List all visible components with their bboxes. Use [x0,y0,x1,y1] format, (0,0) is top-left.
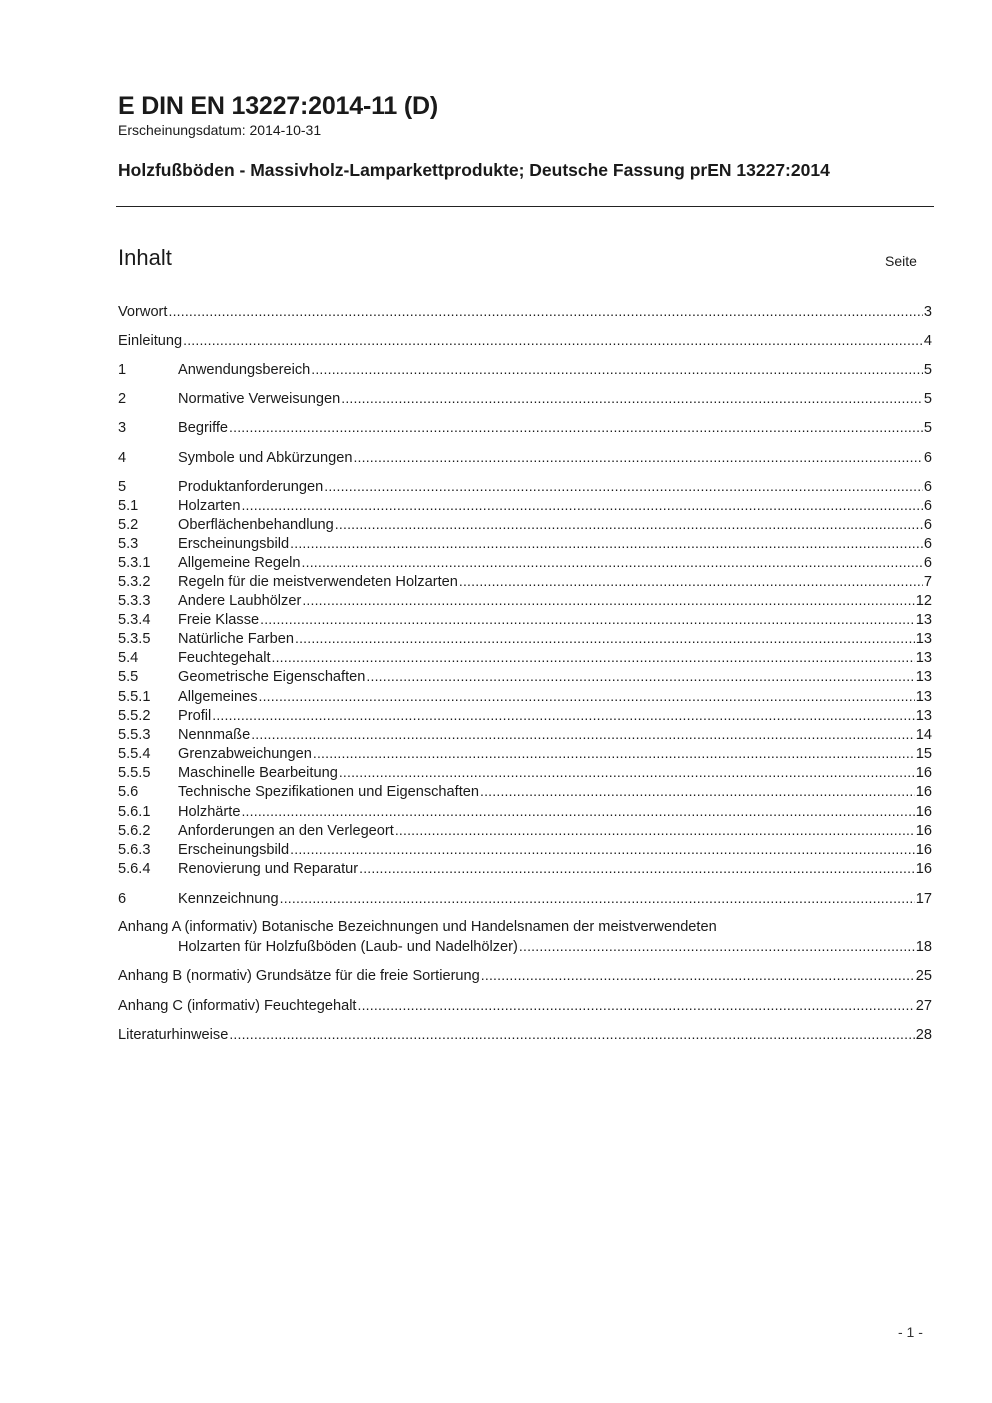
toc-entry-number: 5.6.1 [118,804,151,820]
toc-entry[interactable] [118,477,932,496]
toc-annex-a[interactable] [178,937,932,956]
toc-entry-number: 5 [118,479,127,495]
toc-entry-title: Feuchtegehalt [178,650,271,666]
toc-entry-page: 13 [915,689,932,705]
toc-entry[interactable] [118,889,932,908]
toc-entry[interactable] [118,725,932,744]
toc-entry-title: Andere Laubhölzer [178,593,302,609]
toc-entry-title: Nennmaße [178,727,251,743]
toc-entry-page: 16 [915,804,932,820]
toc-leader-dots [302,553,923,572]
toc-leader-dots [295,629,915,648]
toc-entry-number: 5.5.1 [118,689,151,705]
toc-entry-title: Regeln für die meistverwendeten Holzarten [178,574,458,590]
toc-entry[interactable] [118,744,932,763]
toc-entry-number: 5.3.1 [118,555,151,571]
toc-entry-number: 3 [118,420,127,436]
toc-entry-title: Profil [178,708,212,724]
toc-entry-page: 13 [915,631,932,647]
toc-entry-title: Erscheinungsbild [178,536,290,552]
toc-leader-dots [290,534,923,553]
toc-leader-dots [313,744,915,763]
toc-entry-number: 5.3.3 [118,593,151,609]
toc-entry-title: Natürliche Farben [178,631,294,647]
toc-annex-b[interactable] [118,966,932,985]
toc-entry[interactable] [118,360,932,379]
toc-entry-title: Anwendungsbereich [178,362,311,378]
toc-entry[interactable] [118,418,932,437]
toc-entry-number: 4 [118,450,127,466]
toc-leader-dots [481,966,915,985]
toc-entry[interactable] [118,448,932,467]
toc-entry-page: 3 [923,304,932,320]
toc-entry-title: Kennzeichnung [178,891,279,907]
toc-page-column-label: Seite [885,253,917,269]
toc-entry-title: Erscheinungsbild [178,842,290,858]
toc-entry[interactable] [118,763,932,782]
toc-entry-page: 16 [915,842,932,858]
toc-entry-title: Allgemeines [178,689,258,705]
toc-entry-page: 6 [923,517,932,533]
toc-entry[interactable] [118,515,932,534]
toc-entry-number: 5.5.2 [118,708,151,724]
toc-entry-title: Renovierung und Reparatur [178,861,359,877]
toc-entry-page: 6 [923,498,932,514]
toc-entry[interactable] [118,610,932,629]
toc-entry[interactable] [118,629,932,648]
toc-entry-number: 1 [118,362,127,378]
toc-entry-title: Oberflächenbehandlung [178,517,334,533]
toc-entry-page: 27 [915,998,932,1014]
toc-entry-title: Produktanforderungen [178,479,324,495]
page-number: - 1 - [898,1324,923,1340]
toc-entry-number: 5.1 [118,498,139,514]
toc-entry-page: 4 [923,333,932,349]
toc-entry[interactable] [118,389,932,408]
toc-entry-title: Literaturhinweise [118,1027,229,1043]
toc-entry-title: Holzarten [178,498,241,514]
toc-entry-page: 12 [915,593,932,609]
toc-entry-page: 5 [923,420,932,436]
toc-entry[interactable] [118,706,932,725]
toc-entry[interactable] [118,840,932,859]
toc-leader-dots [359,859,915,878]
toc-entry-number: 5.2 [118,517,139,533]
toc-entry[interactable] [118,496,932,515]
toc-leader-dots [241,496,922,515]
toc-leader-dots [251,725,915,744]
toc-entry-title: Begriffe [178,420,229,436]
toc-entry-page: 7 [923,574,932,590]
toc-entry-number: 5.5.4 [118,746,151,762]
toc-entry-title: Normative Verweisungen [178,391,341,407]
toc-entry-number: 5.3 [118,536,139,552]
toc-entry-page: 28 [915,1027,932,1043]
document-id: E DIN EN 13227:2014-11 (D) [118,92,438,120]
toc-leader-dots [341,389,923,408]
toc-entry-title: Technische Spezifikationen und Eigenschaften [178,784,479,800]
toc-entry-page: 13 [915,612,932,628]
toc-entry-page: 6 [923,479,932,495]
toc-leader-dots [311,360,923,379]
toc-entry-page: 13 [915,650,932,666]
toc-entry[interactable] [118,553,932,572]
toc-leader-dots [241,802,914,821]
toc-entry[interactable] [118,302,932,321]
toc-leader-dots [280,889,915,908]
toc-annex-a-line2: Holzarten für Holzfußböden (Laub- und Nadelhölzer) [178,939,518,955]
toc-entry-number: 5.3.4 [118,612,151,628]
toc-entry-title: Anhang C (informativ) Feuchtegehalt [118,998,357,1014]
toc-entry-page: 17 [915,891,932,907]
toc-entry-page: 6 [923,555,932,571]
toc-entry[interactable] [118,667,932,686]
toc-entry[interactable] [118,859,932,878]
toc-leader-dots [395,821,915,840]
toc-leader-dots [358,996,915,1015]
toc-entry[interactable] [118,591,932,610]
toc-annex-c[interactable] [118,996,932,1015]
toc-leader-dots [366,667,914,686]
toc-entry-page: 16 [915,861,932,877]
toc-entry-number: 5.6.4 [118,861,151,877]
toc-entry-title: Vorwort [118,304,168,320]
toc-entry-number: 5.5.3 [118,727,151,743]
toc-leader-dots [459,572,923,591]
toc-entry[interactable] [118,687,932,706]
toc-entry-title: Geometrische Eigenschaften [178,669,366,685]
toc-entry[interactable] [118,572,932,591]
toc-entry[interactable] [118,821,932,840]
toc-entry-page: 6 [923,450,932,466]
toc-leader-dots [260,610,915,629]
toc-entry-page: 13 [915,669,932,685]
toc-leader-dots [290,840,915,859]
toc-entry-page: 13 [915,708,932,724]
toc-entry-number: 5.3.5 [118,631,151,647]
toc-leader-dots [519,937,915,956]
toc-entry[interactable] [118,331,932,350]
document-title: Holzfußböden - Massivholz-Lamparkettprodukte; Deutsche Fassung prEN 13227:2014 [118,160,830,180]
toc-leader-dots [335,515,923,534]
toc-entry-title: Maschinelle Bearbeitung [178,765,338,781]
toc-leader-dots [229,1025,914,1044]
toc-entry[interactable] [118,534,932,553]
toc-entry-number: 2 [118,391,127,407]
toc-leader-dots [480,782,915,801]
toc-entry-number: 5.5 [118,669,139,685]
toc-entry-title: Freie Klasse [178,612,260,628]
toc-entry-number: 5.3.2 [118,574,151,590]
toc-entry-page: 16 [915,784,932,800]
toc-entry[interactable] [118,648,932,667]
toc-entry-title: Holzhärte [178,804,241,820]
toc-entry-page: 6 [923,536,932,552]
toc-leader-dots [272,648,915,667]
toc-entry[interactable] [118,802,932,821]
toc-entry-number: 6 [118,891,127,907]
toc-leader-dots [212,706,915,725]
toc-entry-page: 15 [915,746,932,762]
toc-entry-title: Anhang B (normativ) Grundsätze für die freie Sortierung [118,968,480,984]
toc-annex-a-line1[interactable]: Anhang A (informativ) Botanische Bezeichnungen und Handelsnamen der meistverwendeten [118,919,717,935]
toc-entry-title: Einleitung [118,333,183,349]
toc-entry-page: 14 [915,727,932,743]
toc-entry-page: 18 [915,939,932,955]
toc-leader-dots [168,302,922,321]
toc-references[interactable] [118,1025,932,1044]
toc-heading: Inhalt [118,245,172,270]
toc-leader-dots [353,448,922,467]
toc-entry-page: 25 [915,968,932,984]
toc-entry-title: Allgemeine Regeln [178,555,301,571]
header-divider [116,206,934,207]
toc-leader-dots [183,331,923,350]
toc-leader-dots [259,687,915,706]
toc-leader-dots [302,591,914,610]
toc-entry-number: 5.6.2 [118,823,151,839]
toc-entry-page: 16 [915,823,932,839]
toc-entry-page: 5 [923,362,932,378]
toc-leader-dots [229,418,923,437]
toc-entry-title: Symbole und Abkürzungen [178,450,353,466]
toc-entry-title: Grenzabweichungen [178,746,312,762]
toc-leader-dots [339,763,915,782]
toc-entry-number: 5.4 [118,650,139,666]
toc-entry-number: 5.6.3 [118,842,151,858]
publication-date: Erscheinungsdatum: 2014-10-31 [118,122,322,138]
toc-entry-number: 5.6 [118,784,139,800]
toc-entry[interactable] [118,782,932,801]
toc-entry-title: Anforderungen an den Verlegeort [178,823,394,839]
toc-leader-dots [324,477,923,496]
toc-entry-page: 5 [923,391,932,407]
toc-entry-number: 5.5.5 [118,765,151,781]
toc-entry-page: 16 [915,765,932,781]
